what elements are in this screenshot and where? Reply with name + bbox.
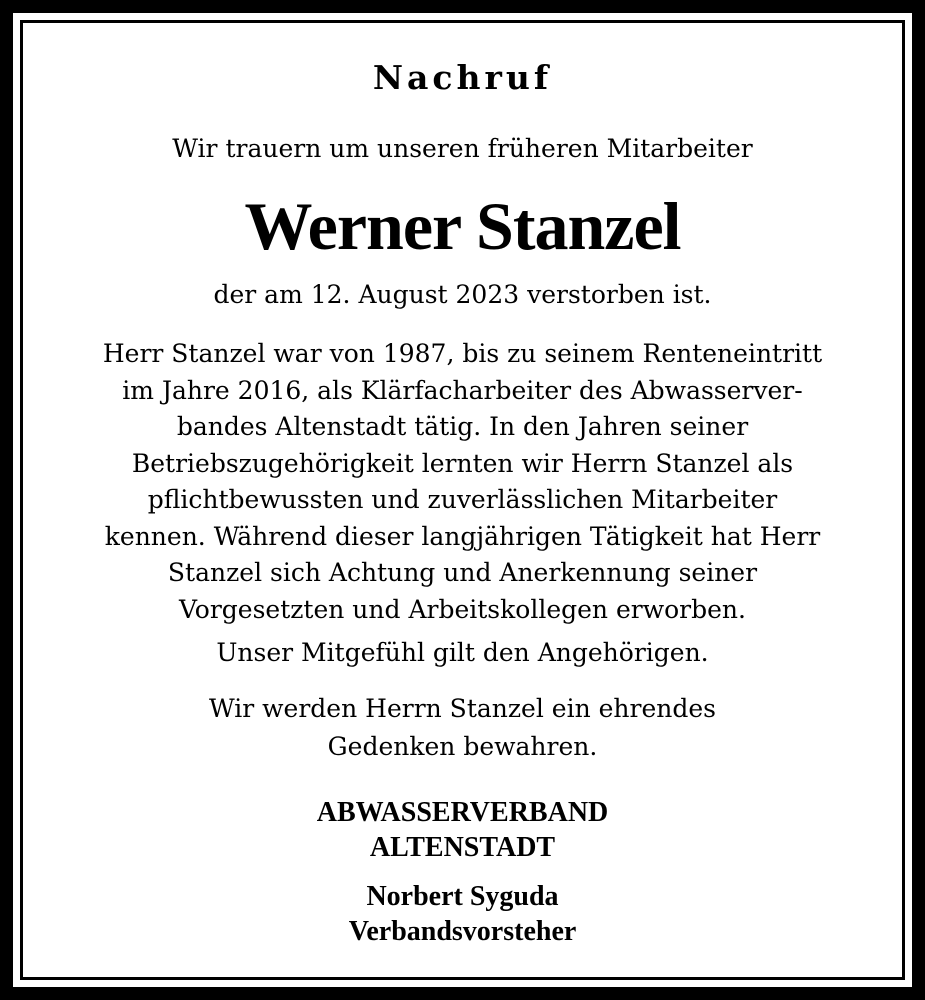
tribute-line: pflichtbewussten und zuverlässlichen Mitarbeiter [147, 485, 778, 514]
notice-heading: Nachruf [372, 58, 553, 97]
tribute-line: im Jahre 2016, als Klärfacharbeiter des Abwasserver- [122, 375, 803, 405]
signer-name: Norbert Syguda [366, 881, 559, 912]
organization-line: ALTENSTADT [369, 832, 556, 863]
death-date-text: der am 12. August 2023 verstorben ist. [213, 280, 712, 309]
tribute-line: Betriebszugehörigkeit lernten wir Herrn Stanzel als [131, 448, 794, 478]
organization-line: ABWASSERVERBAND [316, 797, 609, 828]
memory-line: Wir werden Herrn Stanzel ein ehrendes [209, 694, 716, 723]
sympathy-text: Unser Mitgefühl gilt den Angehörigen. [216, 638, 709, 667]
tribute-paragraph [0, 336, 925, 628]
organization-name [0, 795, 925, 865]
tribute-line: Herr Stanzel war von 1987, bis zu seinem Renteneintritt [102, 339, 823, 368]
signature-block [0, 879, 925, 949]
tribute-line: Stanzel sich Achtung und Anerkennung seiner [167, 558, 758, 587]
intro-text: Wir trauern um unseren früheren Mitarbeiter [172, 134, 753, 163]
signer-title: Verbandsvorsteher [348, 916, 577, 947]
tribute-line: bandes Altenstadt tätig. In den Jahren seiner [176, 412, 749, 441]
deceased-name: Werner Stanzel [244, 188, 681, 264]
tribute-line: kennen. Während dieser langjährigen Tätigkeit hat Herr [104, 521, 821, 551]
tribute-line: Vorgesetzten und Arbeitskollegen erworben. [179, 594, 746, 624]
memory-line: Gedenken bewahren. [327, 732, 598, 761]
memory-text [0, 690, 925, 766]
